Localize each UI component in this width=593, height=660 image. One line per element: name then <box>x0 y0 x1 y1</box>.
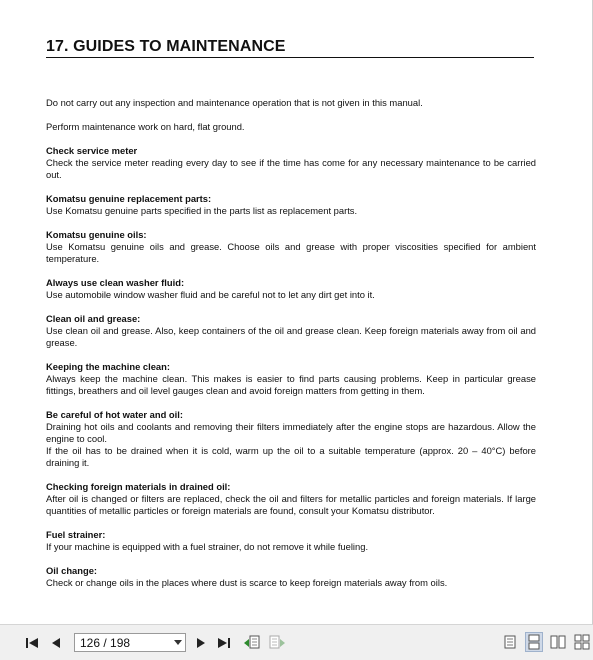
continuous-facing-view-icon[interactable] <box>574 633 590 651</box>
section-body: If the oil has to be drained when it is cold, warm up the oil to a suitable temperature (approx. 20 – 40°C) before draining it. <box>46 445 536 468</box>
section-body: Check the service meter reading every day to see if the time has come for any necessary maintenance to be carried out. <box>46 157 536 180</box>
last-page-icon[interactable] <box>216 634 232 652</box>
section-washer-fluid <box>46 277 536 301</box>
continuous-view-icon[interactable] <box>526 633 542 651</box>
section-body: Always keep the machine clean. This makes is easier to find parts causing problems. Keep in particular grease fittings, breathers and oil level gauges clean and avoid foreign matters from getting in them. <box>46 373 536 396</box>
next-page-icon[interactable] <box>193 634 209 652</box>
section-machine-clean <box>46 361 536 397</box>
previous-page-icon[interactable] <box>48 634 64 652</box>
section-heading: Checking foreign materials in drained oil: <box>46 481 231 492</box>
navigation-toolbar <box>0 624 593 660</box>
intro-paragraph: Perform maintenance work on hard, flat ground. <box>46 121 245 132</box>
section-heading: Keeping the machine clean: <box>46 361 170 372</box>
page-content <box>46 97 536 601</box>
facing-pages-view-icon[interactable] <box>550 633 566 651</box>
section-body: Use Komatsu genuine parts specified in the parts list as replacement parts. <box>46 205 358 216</box>
chevron-down-icon[interactable] <box>171 640 185 646</box>
section-body: Use automobile window washer fluid and be careful not to let any dirt get into it. <box>46 289 375 300</box>
section-clean-oil <box>46 313 536 349</box>
go-back-icon[interactable] <box>243 633 261 652</box>
section-heading: Oil change: <box>46 565 98 576</box>
section-heading: Be careful of hot water and oil: <box>46 409 183 420</box>
single-page-view-icon[interactable] <box>502 633 518 651</box>
section-heading: Fuel strainer: <box>46 529 106 540</box>
chapter-title: 17. GUIDES TO MAINTENANCE <box>46 38 534 58</box>
page-number-field[interactable] <box>74 633 186 652</box>
section-heading: Komatsu genuine oils: <box>46 229 147 240</box>
section-heading: Check service meter <box>46 145 138 156</box>
section-body: After oil is changed or filters are replaced, check the oil and filters for metallic particles and foreign materials. If large quantities of metallic particles or foreign materials are found, consult your Komatsu distributor. <box>46 493 536 516</box>
section-body: Draining hot oils and coolants and removing their filters immediately after the engine stops are hazardous. Allow the engine to cool. <box>46 421 536 444</box>
section-heading: Komatsu genuine replacement parts: <box>46 193 212 204</box>
section-body: Use clean oil and grease. Also, keep containers of the oil and grease clean. Keep foreign materials away from oil and grease. <box>46 325 536 348</box>
go-forward-icon[interactable] <box>268 633 286 652</box>
section-body: Check or change oils in the places where dust is scarce to keep foreign materials away from oils. <box>46 577 448 588</box>
section-hot-water-oil <box>46 409 536 469</box>
section-check-service-meter <box>46 145 536 181</box>
page-indicator[interactable]: 126 / 198 <box>80 635 131 650</box>
section-genuine-oils <box>46 229 536 265</box>
intro-paragraph: Do not carry out any inspection and maintenance operation that is not given in this manual. <box>46 97 423 108</box>
section-body: If your machine is equipped with a fuel strainer, do not remove it while fueling. <box>46 541 369 552</box>
section-body: Use Komatsu genuine oils and grease. Choose oils and grease with proper viscosities specified for ambient temperature. <box>46 241 536 264</box>
section-heading: Clean oil and grease: <box>46 313 141 324</box>
first-page-icon[interactable] <box>24 634 40 652</box>
section-foreign-materials <box>46 481 536 517</box>
section-heading: Always use clean washer fluid: <box>46 277 185 288</box>
section-fuel-strainer <box>46 529 536 553</box>
section-oil-change <box>46 565 536 589</box>
section-genuine-parts <box>46 193 536 217</box>
